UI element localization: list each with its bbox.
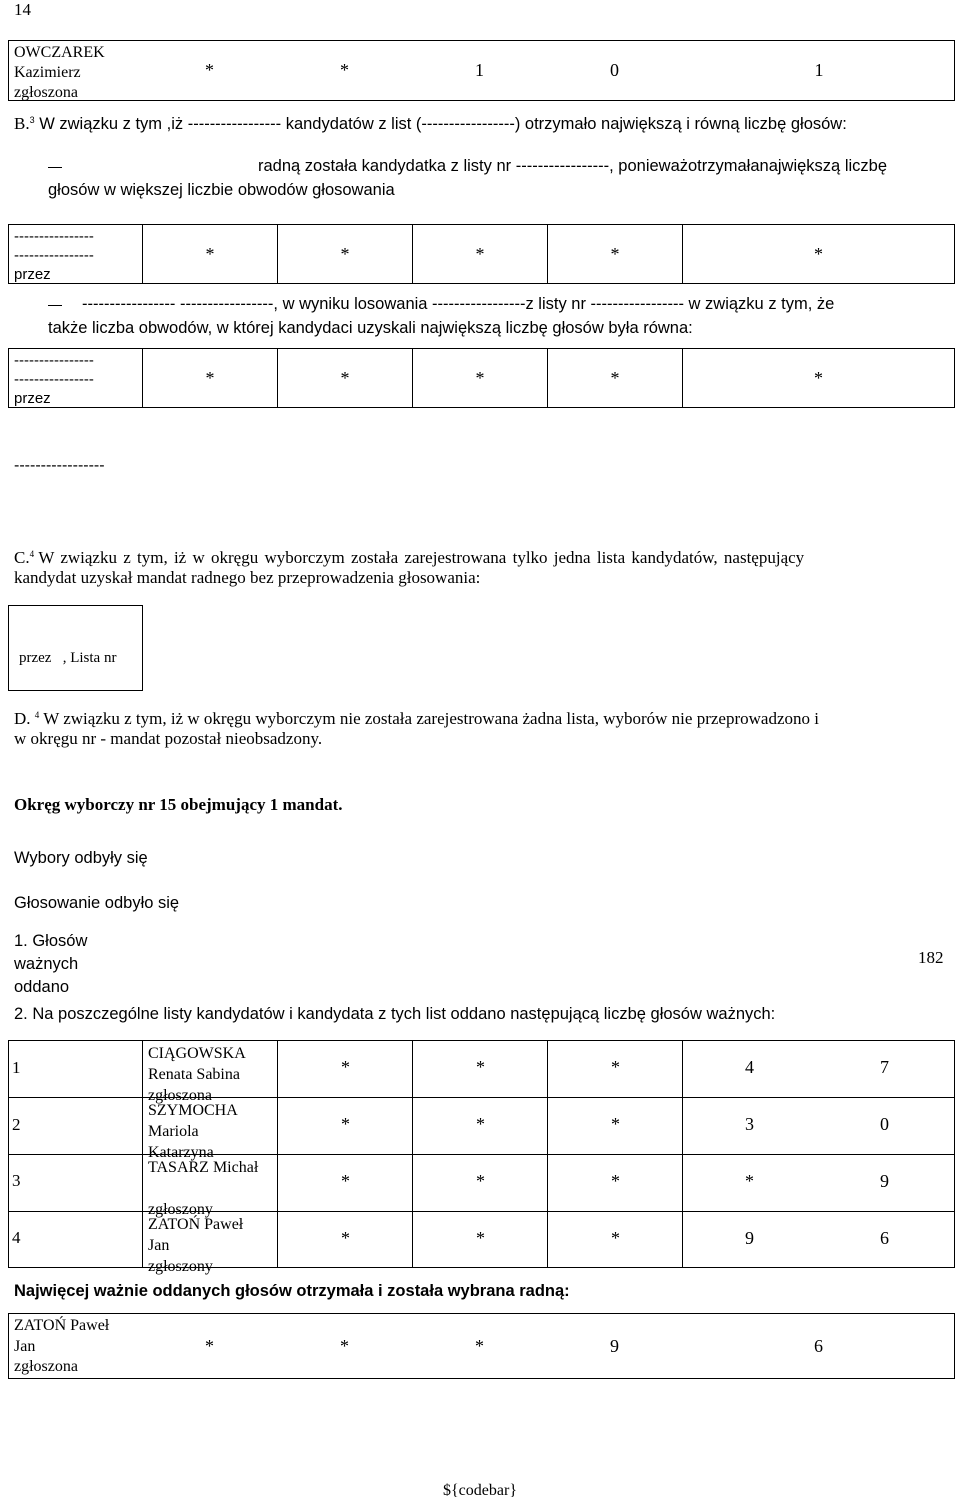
digit-cell: * bbox=[142, 225, 277, 283]
page-number: 14 bbox=[14, 0, 31, 19]
digit-cell: * bbox=[340, 1335, 349, 1356]
row-number: 2 bbox=[12, 1115, 21, 1134]
digit-cell: * bbox=[205, 1335, 214, 1356]
para-line: radną została kandydatka z listy nr -----------------, ponieważotrzymałanajwiększą liczbę bbox=[258, 157, 887, 175]
digit-cell: 3 bbox=[745, 1114, 754, 1134]
trailing-dashes: ----------------- bbox=[14, 457, 105, 474]
digit-cell: 7 bbox=[880, 1057, 889, 1077]
district-title: Okręg wyborczy nr 15 obejmujący 1 mandat. bbox=[14, 795, 343, 814]
name-line: CIĄGOWSKA bbox=[148, 1045, 246, 1062]
tie-box bbox=[8, 224, 955, 284]
digit-cell: * bbox=[611, 1171, 620, 1191]
winner-heading: Najwięcej ważnie oddanych głosów otrzymała i została wybrana radną: bbox=[14, 1282, 570, 1300]
digit-cell: * bbox=[142, 349, 277, 407]
digit-cell: * bbox=[611, 1114, 620, 1134]
digit-cell: * bbox=[476, 1228, 485, 1248]
digit-cell: * bbox=[547, 225, 682, 283]
digit-cell: * bbox=[205, 60, 214, 80]
label-line: przez bbox=[14, 266, 51, 283]
digit-cell: * bbox=[682, 225, 954, 283]
para-line: ----------------- -----------------, w wyniku losowania -----------------z listy nr ----------------- w związku z tym, że bbox=[82, 295, 835, 313]
tie-box-label bbox=[14, 227, 139, 283]
tie-box bbox=[8, 348, 955, 408]
digit-cell: 6 bbox=[814, 1335, 823, 1356]
valid-votes-value: 182 bbox=[918, 948, 944, 967]
voting-held: Głosowanie odbyło się bbox=[14, 894, 180, 912]
name-line: zgłoszona bbox=[14, 1358, 78, 1375]
candidate-name bbox=[148, 1043, 276, 1104]
section-b-heading bbox=[14, 108, 847, 136]
digit-cell: * bbox=[277, 225, 412, 283]
name-line: Mariola bbox=[148, 1123, 199, 1140]
section-letter: D. bbox=[14, 709, 31, 728]
candidate-name bbox=[148, 1157, 276, 1218]
digit-cell: 1 bbox=[814, 60, 824, 80]
row-number: 4 bbox=[12, 1228, 21, 1247]
candidate-name bbox=[148, 1214, 276, 1275]
section-letter: B. bbox=[14, 114, 30, 133]
name-line: Katarzyna bbox=[148, 1144, 214, 1161]
candidate-name bbox=[14, 1316, 139, 1378]
name-line: OWCZAREK bbox=[14, 44, 105, 61]
footnote-ref: 3 bbox=[29, 115, 35, 125]
digit-cell: * bbox=[476, 1057, 485, 1077]
digit-cell: 0 bbox=[610, 60, 619, 80]
digit-cell: * bbox=[341, 1171, 350, 1191]
name-line: Renata Sabina bbox=[148, 1066, 240, 1083]
name-line bbox=[148, 1178, 276, 1199]
result-row-top bbox=[8, 40, 955, 101]
row-number: 1 bbox=[12, 1058, 21, 1077]
digit-cell: 0 bbox=[880, 1114, 889, 1134]
section-text: W związku z tym ,iż ----------------- kandydatów z list (-----------------) otrzymało największą i równą liczbę głosów: bbox=[39, 115, 847, 133]
digit-cell: * bbox=[341, 1228, 350, 1248]
digit-cell: 9 bbox=[880, 1171, 889, 1191]
dash-marker bbox=[48, 305, 62, 306]
name-line: ZATOŃ Paweł bbox=[14, 1317, 110, 1334]
footer-codebar: ${codebar} bbox=[443, 1482, 517, 1499]
name-line: zgłoszony bbox=[148, 1201, 213, 1218]
label-line: ważnych bbox=[14, 955, 79, 973]
digit-cell: * bbox=[745, 1171, 754, 1191]
candidate-name bbox=[14, 43, 139, 103]
digit-cell: 9 bbox=[610, 1335, 619, 1356]
digit-cell: 9 bbox=[745, 1228, 754, 1248]
label-line: 1. Głosów bbox=[14, 932, 88, 950]
digit-cell: * bbox=[611, 1228, 620, 1248]
digit-cell: * bbox=[476, 1114, 485, 1134]
section-text: W związku z tym, iż w okręgu wyborczym nie została zarejestrowana żadna lista, wyborów nie przeprowadzono i bbox=[43, 709, 819, 728]
section-d-line2: w okręgu nr - mandat pozostał nieobsadzony. bbox=[14, 729, 323, 748]
digit-cell: * bbox=[412, 225, 547, 283]
row-number: 3 bbox=[12, 1171, 21, 1190]
name-line: Jan bbox=[14, 1337, 36, 1355]
winner-row bbox=[8, 1313, 955, 1379]
label-line: ---------------- bbox=[14, 371, 94, 388]
digit-cell: * bbox=[341, 1114, 350, 1134]
label-line: przez bbox=[14, 390, 51, 407]
footnote-ref: 4 bbox=[34, 710, 40, 720]
point-2: 2. Na poszczególne listy kandydatów i kandydata z tych list oddano następującą liczbę głosów ważnych: bbox=[14, 1005, 776, 1023]
para-line: głosów w większej liczbie obwodów głosowania bbox=[48, 181, 395, 199]
section-text: W związku z tym, iż w okręgu wyborczym została zarejestrowana tylko jedna lista kandydatów, następujący bbox=[38, 548, 805, 567]
name-line: TASARZ Michał bbox=[148, 1159, 259, 1176]
label-line: oddano bbox=[14, 978, 70, 996]
digit-cell: * bbox=[340, 60, 349, 80]
elections-held: Wybory odbyły się bbox=[14, 849, 148, 867]
name-line: ZATOŃ Paweł bbox=[148, 1216, 244, 1233]
digit-cell: * bbox=[547, 349, 682, 407]
digit-cell: * bbox=[341, 1057, 350, 1077]
section-letter: C. bbox=[14, 548, 30, 567]
digit-cell: 1 bbox=[475, 60, 484, 80]
label-line: ---------------- bbox=[14, 228, 94, 245]
digit-cell: * bbox=[475, 1335, 484, 1356]
name-line: zgłoszona bbox=[148, 1087, 212, 1104]
digit-cell: * bbox=[682, 349, 954, 407]
tie-box-label bbox=[14, 351, 139, 407]
unopposed-candidate-box bbox=[8, 605, 143, 691]
digit-cell: * bbox=[476, 1171, 485, 1191]
name-line: Jan bbox=[148, 1237, 170, 1254]
section-c-line2: kandydat uzyskał mandat radnego bez przeprowadzenia głosowania: bbox=[14, 568, 481, 587]
digit-cell: * bbox=[412, 349, 547, 407]
name-line: zgłoszona bbox=[14, 84, 78, 101]
digit-cell: * bbox=[277, 349, 412, 407]
digit-cell: 4 bbox=[745, 1057, 754, 1077]
name-line: zgłoszony bbox=[148, 1258, 213, 1275]
name-line: Kazimierz bbox=[14, 64, 81, 81]
digit-cell: * bbox=[611, 1057, 620, 1077]
digit-cell: 6 bbox=[880, 1228, 889, 1248]
valid-votes-label bbox=[14, 930, 124, 996]
para-line: także liczba obwodów, w której kandydaci uzyskali największą liczbę głosów była równa: bbox=[48, 319, 693, 337]
candidate-name bbox=[148, 1100, 276, 1161]
label-line: ---------------- bbox=[14, 352, 94, 369]
footnote-ref: 4 bbox=[29, 549, 35, 559]
dash-marker bbox=[48, 167, 62, 168]
unopposed-candidate-text: przez , Lista nr bbox=[19, 650, 117, 666]
label-line: ---------------- bbox=[14, 247, 94, 264]
name-line: SZYMOCHA bbox=[148, 1102, 238, 1119]
